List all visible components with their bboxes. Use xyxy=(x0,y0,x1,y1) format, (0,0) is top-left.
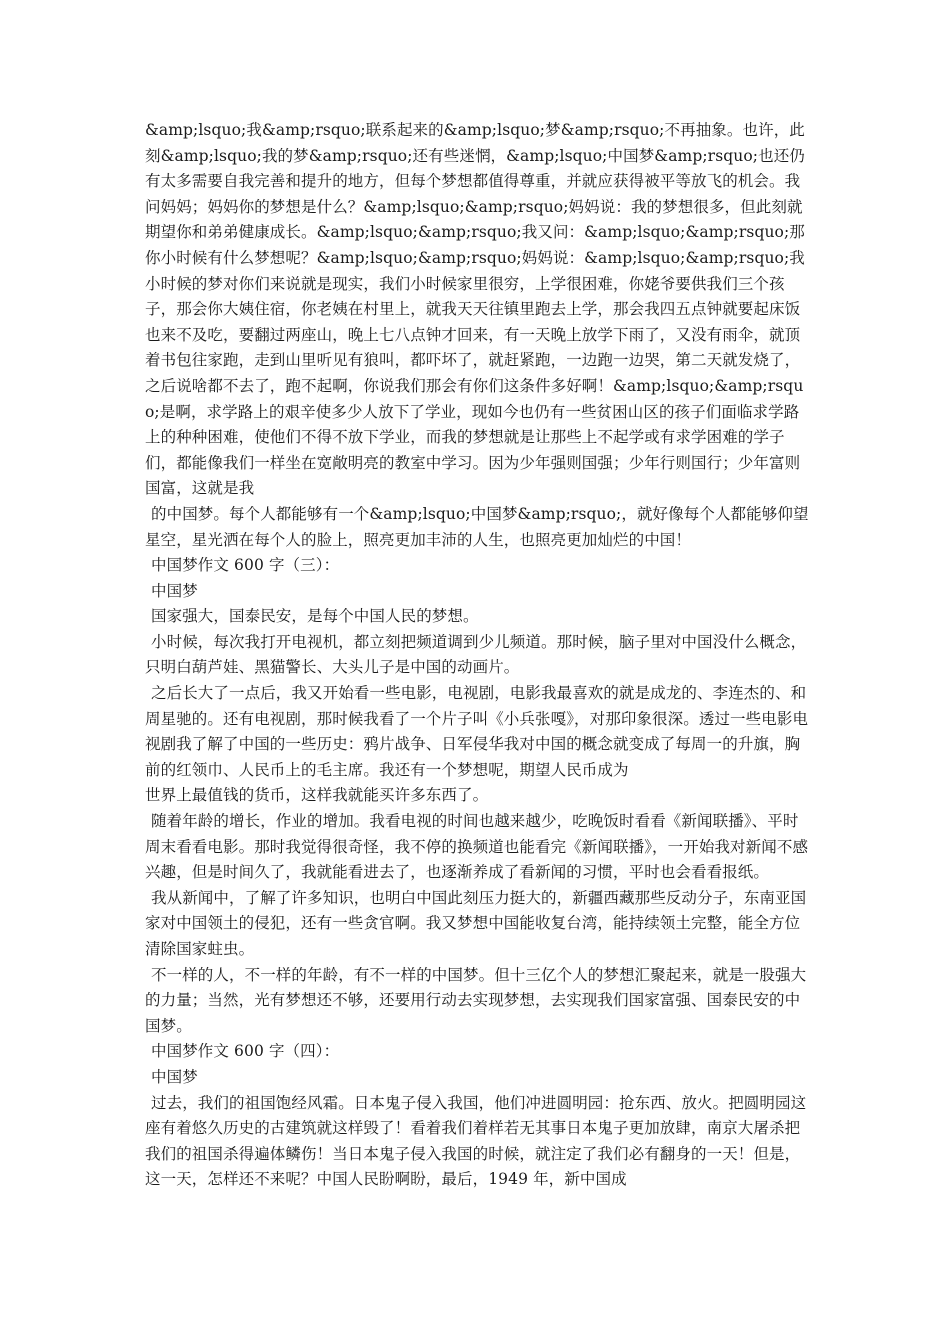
paragraph-6: 世界上最值钱的货币，这样我就能买许多东西了。 xyxy=(145,786,489,805)
document-body xyxy=(145,118,813,1193)
paragraph-5: 之后长大了一点后，我又开始看一些电影，电视剧，电影我最喜欢的就是成龙的、李连杰的、和周星驰的。还有电视剧，那时候我看了一个片子叫《小兵张嘎》，对那印象很深。透过一些电影电视剧我了解了中国的一些历史：鸦片战争、日军侵华我对中国的概念就变成了每周一的升旗，胸前的红领巾、人民币上的毛主席。我还有一个梦想呢，期望人民币成为 xyxy=(145,684,809,779)
section-heading-4: 中国梦作文 600 字（四）： xyxy=(151,1042,340,1061)
section-title-4: 中国梦 xyxy=(151,1067,198,1086)
paragraph-8: 我从新闻中，了解了许多知识，也明白中国此刻压力挺大的，新疆西藏那些反动分子，东南亚国家对中国领土的侵犯，还有一些贪官啊。我又梦想中国能收复台湾，能持续领土完整，能全方位清除国家蛀虫。 xyxy=(145,888,807,958)
section-heading-3: 中国梦作文 600 字（三）： xyxy=(151,556,340,575)
paragraph-2: 的中国梦。每个人都能够有一个&amp;lsquo;中国梦&amp;rsquo;，就好像每个人都能够仰望星空，星光洒在每个人的脸上，照亮更加丰沛的人生，也照亮更加灿烂的中国！ xyxy=(145,504,809,549)
paragraph-1: &amp;lsquo;我&amp;rsquo;联系起来的&amp;lsquo;梦&amp;rsquo;不再抽象。也许，此刻&amp;lsquo;我的梦&amp;rsquo;还有些迷惘，&amp;lsquo;中国梦&amp;rsquo;也还仍有太多需要自我完善和提升的地方，但每个梦想都值得尊重，并就应获得被平等放飞的机会。我问妈妈；妈妈你的梦想是什么？&amp;lsquo;&amp;rsquo;妈妈说：我的梦想很多，但此刻就期望你和弟弟健康成长。&amp;lsquo;&amp;rsquo;我又问：&amp;lsquo;&amp;rsquo;那你小时候有什么梦想呢？&amp;lsquo;&amp;rsquo;妈妈说：&amp;lsquo;&amp;rsquo;我小时候的梦对你们来说就是现实，我们小时候家里很穷，上学很困难，你姥爷要供我们三个孩子，那会你大姨住宿，你老姨在村里上，就我天天往镇里跑去上学，那会我四五点钟就要起床饭也来不及吃，要翻过两座山，晚上七八点钟才回来，有一天晚上放学下雨了，又没有雨伞，就顶着书包往家跑，走到山里听见有狼叫，都吓坏了，就赶紧跑，一边跑一边哭，第二天就发烧了，之后说啥都不去了，跑不起啊，你说我们那会有你们这条件多好啊！&amp;lsquo;&amp;rsquo;是啊，求学路上的艰辛使多少人放下了学业，现如今也仍有一些贫困山区的孩子们面临求学路上的种种困难，使他们不得不放下学业，而我的梦想就是让那些上不起学或有求学困难的学子们，都能像我们一样坐在宽敞明亮的教室中学习。因为少年强则国强；少年行则国行；少年富则国富，这就是我 xyxy=(145,121,805,498)
section-title-3: 中国梦 xyxy=(151,581,198,600)
paragraph-3: 国家强大，国泰民安，是每个中国人民的梦想。 xyxy=(151,607,479,626)
paragraph-10: 过去，我们的祖国饱经风霜。日本鬼子侵入我国，他们冲进圆明园：抢东西、放火。把圆明园这座有着悠久历史的古建筑就这样毁了！看着我们着样若无其事日本鬼子更加放肆，南京大屠杀把我们的祖国杀得遍体鳞伤！当日本鬼子侵入我国的时候，就注定了我们必有翻身的一天！但是，这一天，怎样还不来呢？中国人民盼啊盼，最后，1949 年，新中国成 xyxy=(145,1093,807,1189)
paragraph-9: 不一样的人，不一样的年龄，有不一样的中国梦。但十三亿个人的梦想汇聚起来，就是一股强大的力量；当然，光有梦想还不够，还要用行动去实现梦想，去实现我们国家富强、国泰民安的中国梦。 xyxy=(145,965,807,1035)
paragraph-7: 随着年龄的增长，作业的增加。我看电视的时间也越来越少，吃晚饭时看看《新闻联播》、平时周末看看电影。那时我觉得很奇怪，我不停的换频道也能看完《新闻联播》，一开始我对新闻不感兴趣，但是时间久了，我就能看进去了，也逐渐养成了看新闻的习惯，平时也会看看报纸。 xyxy=(145,812,809,882)
paragraph-4: 小时候，每次我打开电视机，都立刻把频道调到少儿频道。那时候，脑子里对中国没什么概念，只明白葫芦娃、黑猫警长、大头儿子是中国的动画片。 xyxy=(145,632,807,677)
